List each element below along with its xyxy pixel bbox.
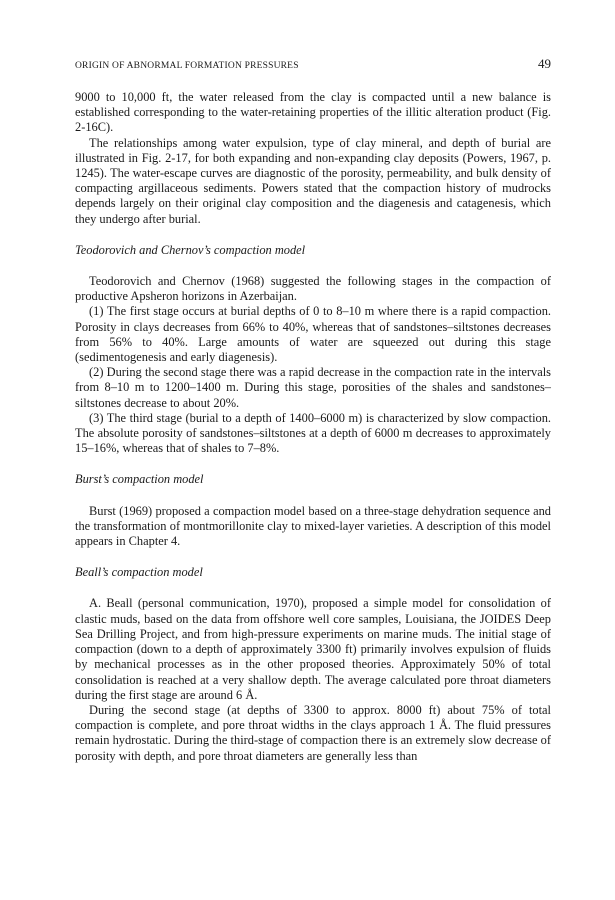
paragraph-beall-2: During the second stage (at depths of 3300 to approx. 8000 ft) about 75% of total compaction is complete, and pore throat widths in the clays approach 1 Å. The fluid pressures remain hydrostatic. During the third-stage of compaction there is an extremely slow decrease of porosity with depth, and pore throat diameters are generally less than [75,702,551,763]
section-heading-beall: Beall’s compaction model [75,565,203,580]
section-heading-teodorovich: Teodorovich and Chernov’s compaction model [75,242,306,257]
book-page [75,56,551,764]
paragraph-stage-1: (1) The first stage occurs at burial depths of 0 to 8–10 m where there is a rapid compaction. Porosity in clays decreases from 66% to 40%, whereas that of sandstones–siltstones decreases from 56% to 40%. Large amounts of water are squeezed out during this stage (sedimentogenesis and early diagenesis). [75,304,551,365]
paragraph-stage-3: (3) The third stage (burial to a depth of 1400–6000 m) is characterized by slow compaction. The absolute porosity of sandstones–siltstones at a depth of 6000 m decreases to approximately 15–16%, whereas that of shales to 7–8%. [75,410,551,456]
paragraph-intro-continuation: 9000 to 10,000 ft, the water released from the clay is compacted until a new balance is established corresponding to the water-retaining properties of the illitic alteration product (Fig. 2-16C). [75,90,551,135]
running-header [75,56,551,78]
paragraph-stage-2: (2) During the second stage there was a rapid decrease in the compaction rate in the intervals from 8–10 m to 1200–1400 m. During this stage, porosities of the shales and sandstones–siltstones decrease to about 20%. [75,365,551,410]
paragraph-powers: The relationships among water expulsion, type of clay mineral, and depth of burial are illustrated in Fig. 2-17, for both expanding and non-expanding clay deposits (Powers, 1967, p. 1245). The water-escape curves are diagnostic of the porosity, permeability, and bulk density of compacting argillaceous sediments. Powers stated that the compaction history of mudrocks depends largely on their original clay composition and the diagenesis and catagenesis, which they undergo after burial. [75,135,551,226]
body-text [75,90,551,764]
page-number: 49 [538,56,551,71]
running-title: ORIGIN OF ABNORMAL FORMATION PRESSURES [75,61,299,71]
paragraph-beall-1: A. Beall (personal communication, 1970), proposed a simple model for consolidation of clastic muds, based on the data from offshore well core samples, Louisiana, the JOIDES Deep Sea Drilling Project, and from high-pressure experiments on marine muds. The initial stage of compaction (down to a depth of approximately 3300 ft) primarily involves expulsion of fluids by mechanical processes as in the other proposed theories. Approximately 50% of total consolidation is reached at a very shallow depth. The average calculated pore throat diameters during the first stage are around 6 Å. [75,596,551,702]
paragraph-teodorovich-intro: Teodorovich and Chernov (1968) suggested the following stages in the compaction of productive Apsheron horizons in Azerbaijan. [75,274,551,304]
section-heading-burst: Burst’s compaction model [75,472,204,487]
paragraph-burst: Burst (1969) proposed a compaction model based on a three-stage dehydration sequence and the transformation of montmorillonite clay to mixed-layer varieties. A description of this model appears in Chapter 4. [75,503,551,549]
